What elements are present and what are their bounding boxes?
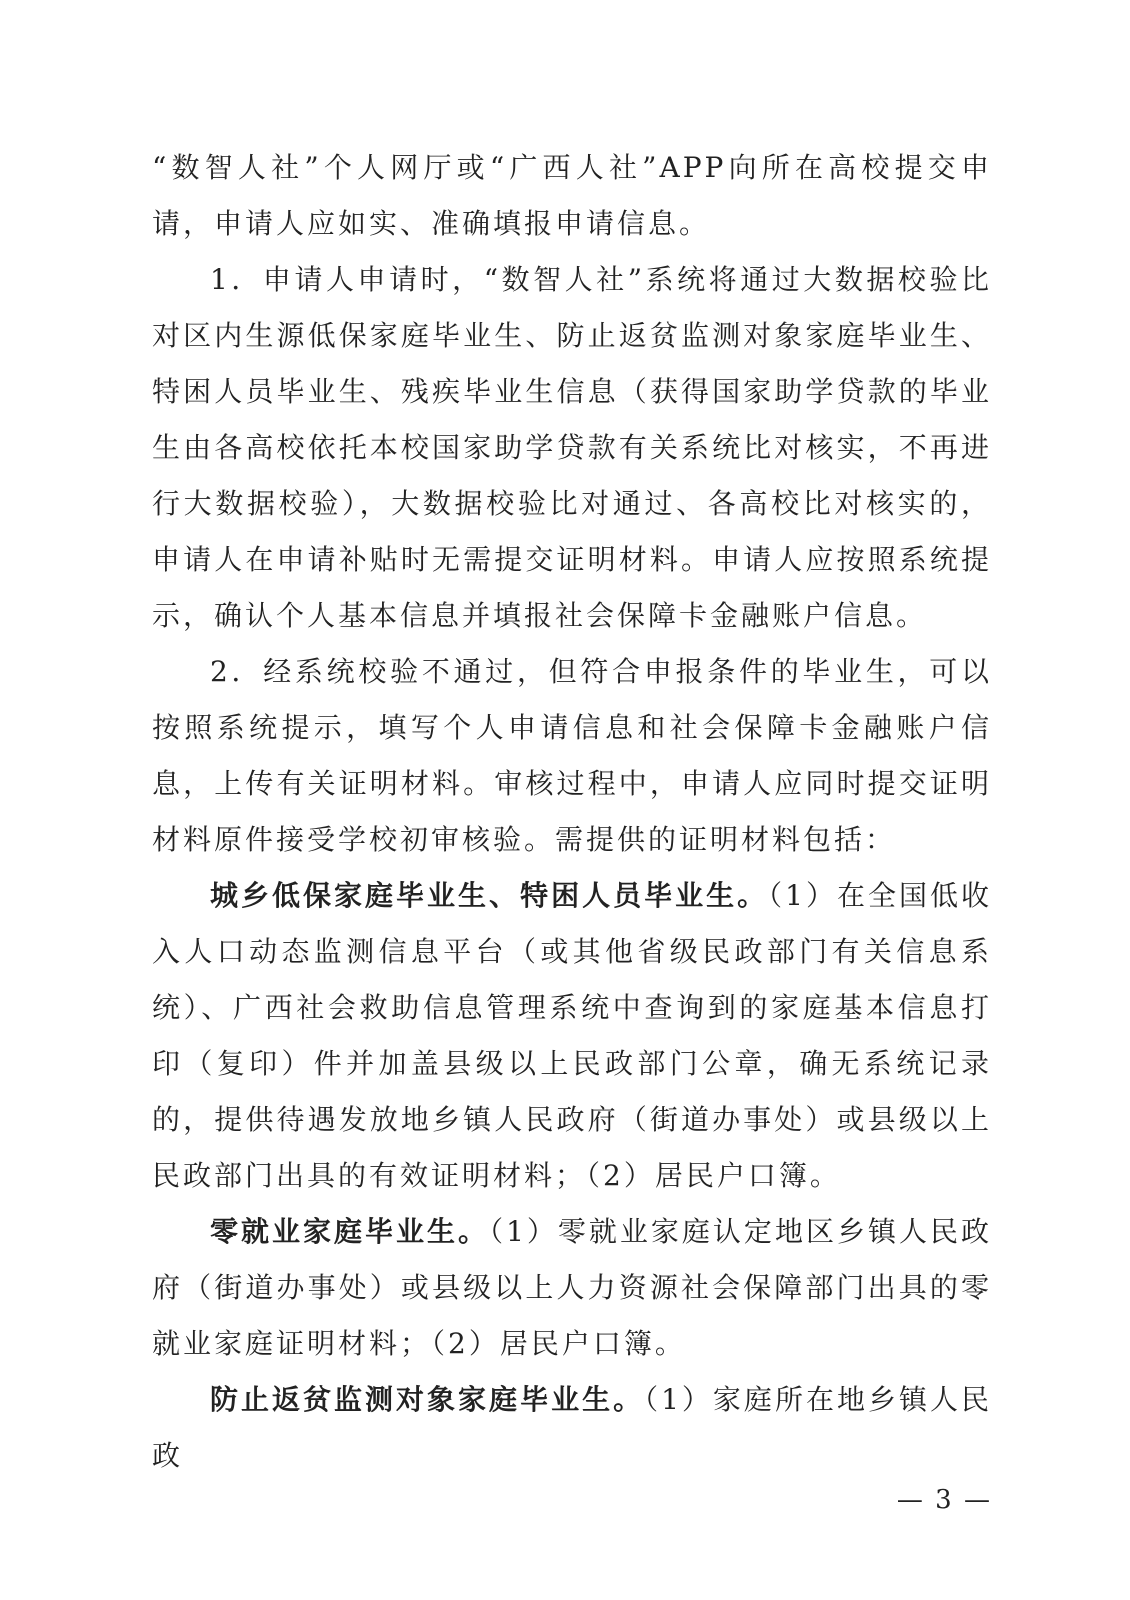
- paragraph-heading: 防止返贫监测对象家庭毕业生。: [210, 1383, 645, 1416]
- paragraph-poverty-monitoring-graduates: [152, 1372, 992, 1484]
- paragraph-text: （1）零就业家庭认定地区乡镇人民政府（街道办事处）或县级以上人力资源社会保障部门出具的零就业家庭证明材料；（2）居民户口簿。: [152, 1215, 992, 1360]
- paragraph-text: 2．经系统校验不通过，但符合申报条件的毕业生，可以按照系统提示，填写个人申请信息和社会保障卡金融账户信息，上传有关证明材料。审核过程中，申请人应同时提交证明材料原件接受学校初审核验。需提供的证明材料包括：: [152, 655, 992, 856]
- paragraph-heading: 零就业家庭毕业生。: [210, 1215, 490, 1248]
- paragraph-text: 1．申请人申请时，“数智人社”系统将通过大数据校验比对区内生源低保家庭毕业生、防止返贫监测对象家庭毕业生、特困人员毕业生、残疾毕业生信息（获得国家助学贷款的毕业生由各高校依托本校国家助学贷款有关系统比对核实，不再进行大数据校验），大数据校验比对通过、各高校比对核实的，申请人在申请补贴时无需提交证明材料。申请人应按照系统提示，确认个人基本信息并填报社会保障卡金融账户信息。: [152, 263, 992, 632]
- document-body: [152, 140, 992, 1484]
- paragraph-text: “数智人社”个人网厅或“广西人社”APP向所在高校提交申请，申请人应如实、准确填报申请信息。: [152, 151, 992, 240]
- paragraph-item-2: [152, 644, 992, 868]
- paragraph-zero-employment-graduates: [152, 1204, 992, 1372]
- paragraph-low-income-graduates: [152, 868, 992, 1204]
- page-number: — 3 —: [896, 1485, 992, 1515]
- paragraph-heading: 城乡低保家庭毕业生、特困人员毕业生。: [210, 879, 769, 912]
- paragraph-continuation: [152, 140, 992, 252]
- paragraph-text: （1）家庭所在地乡镇人民政: [152, 1383, 992, 1472]
- paragraph-text: （1）在全国低收入人口动态监测信息平台（或其他省级民政部门有关信息系统）、广西社会救助信息管理系统中查询到的家庭基本信息打印（复印）件并加盖县级以上民政部门公章，确无系统记录的，提供待遇发放地乡镇人民政府（街道办事处）或县级以上民政部门出具的有效证明材料；（2）居民户口簿。: [152, 879, 992, 1192]
- paragraph-item-1: [152, 252, 992, 644]
